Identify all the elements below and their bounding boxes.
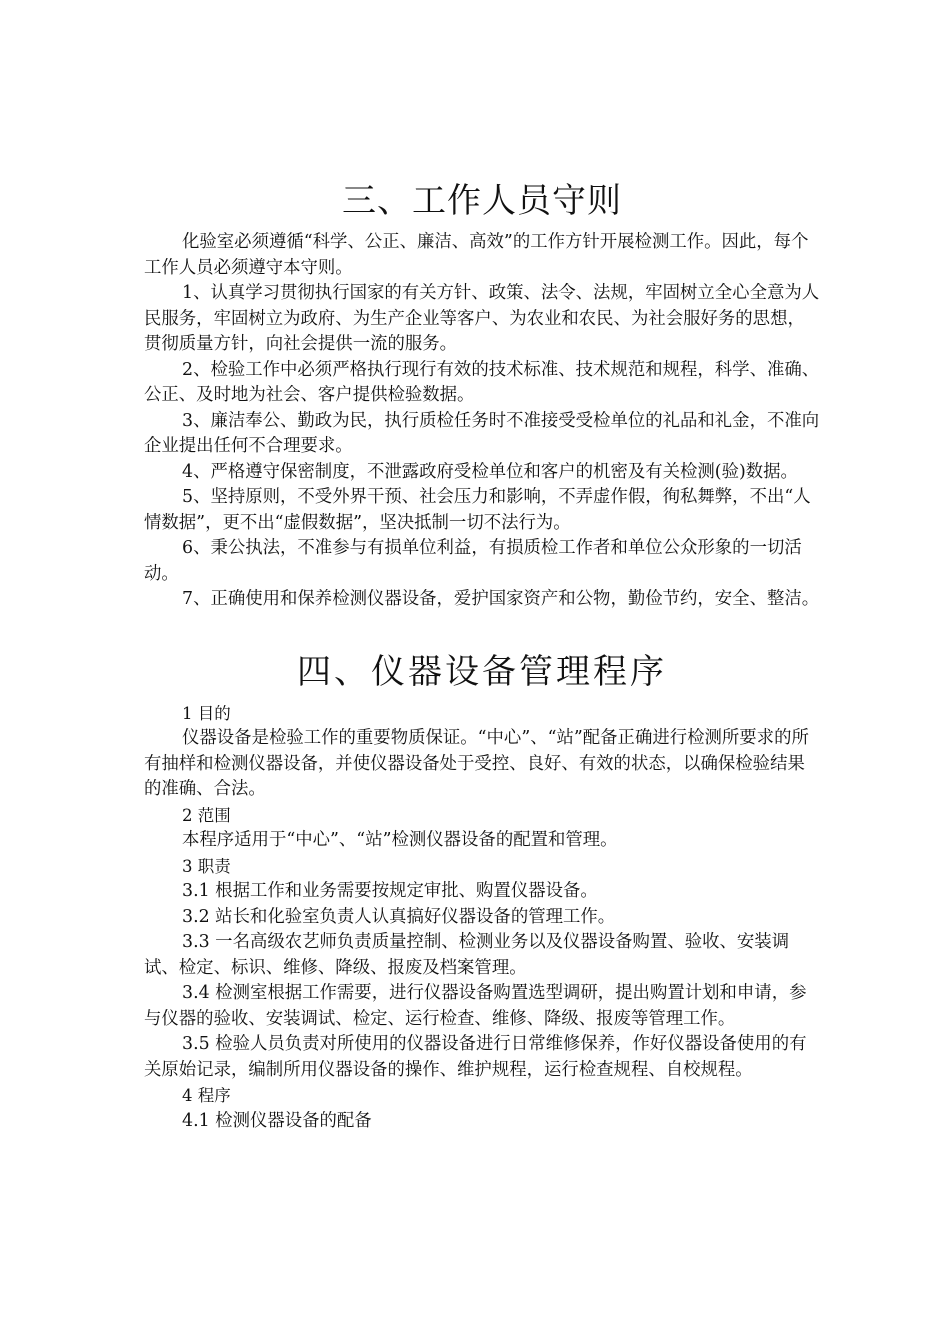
- responsibility-3-3: 3.3 一名高级农艺师负责质量控制、检测业务以及仪器设备购置、验收、安装调试、检定、标识、维修、降级、报废及档案管理。: [144, 932, 790, 978]
- section-3-intro: 化验室必须遵循“科学、公正、廉洁、高效”的工作方针开展检测工作。因此，每个工作人员必须遵守本守则。: [144, 232, 809, 278]
- rule-5: 5、坚持原则，不受外界干预、社会压力和影响，不弄虚作假，徇私舞弊，不出“人情数据”，更不出“虚假数据”，坚决抵制一切不法行为。: [144, 487, 811, 533]
- section-3-title: 三、工作人员守则: [342, 181, 622, 221]
- document-body: [144, 172, 820, 1134]
- procedure-4-1: 4.1 检测仪器设备的配备: [182, 1110, 372, 1131]
- subheading-responsibilities: 3 职责: [182, 856, 231, 876]
- subheading-scope: 2 范围: [182, 805, 231, 825]
- rule-7: 7、正确使用和保养检测仪器设备，爱护国家资产和公物，勤俭节约，安全、整洁。: [182, 589, 820, 609]
- rule-3: 3、廉洁奉公、勤政为民，执行质检任务时不准接受受检单位的礼品和礼金，不准向企业提出任何不合理要求。: [144, 410, 820, 456]
- subheading-purpose: 1 目的: [182, 703, 231, 723]
- rule-1: 1、认真学习贯彻执行国家的有关方针、政策、法令、法规，牢固树立全心全意为人民服务，牢固树立为政府、为生产企业等客户、为农业和农民、为社会服好务的思想，贯彻质量方针，向社会提供一流的服务。: [144, 283, 820, 354]
- responsibility-3-1: 3.1 根据工作和业务需要按规定审批、购置仪器设备。: [182, 881, 598, 901]
- rule-4: 4、严格遵守保密制度，不泄露政府受检单位和客户的机密及有关检测(验)数据。: [182, 461, 798, 482]
- purpose-paragraph: 仪器设备是检验工作的重要物质保证。“中心”、“站”配备正确进行检测所要求的所有抽样和检测仪器设备，并使仪器设备处于受控、良好、有效的状态，以确保检验结果的准确、合法。: [144, 728, 809, 799]
- section-4-title: 四、仪器设备管理程序: [297, 651, 667, 692]
- subheading-procedure: 4 程序: [182, 1086, 231, 1105]
- responsibility-3-2: 3.2 站长和化验室负责人认真搞好仪器设备的管理工作。: [182, 906, 616, 927]
- rule-6: 6、秉公执法，不准参与有损单位利益，有损质检工作者和单位公众形象的一切活动。: [144, 538, 802, 584]
- responsibility-3-4: 3.4 检测室根据工作需要，进行仪器设备购置选型调研，提出购置计划和申请，参与仪器的验收、安装调试、检定、运行检查、维修、降级、报废等管理工作。: [144, 983, 807, 1029]
- rule-2: 2、检验工作中必须严格执行现行有效的技术标准、技术规范和规程，科学、准确、公正、及时地为社会、客户提供检验数据。: [144, 359, 820, 405]
- scope-paragraph: 本程序适用于“中心”、“站”检测仪器设备的配置和管理。: [182, 830, 618, 850]
- responsibility-3-5: 3.5 检验人员负责对所使用的仪器设备进行日常维修保养，作好仪器设备使用的有关原始记录，编制所用仪器设备的操作、维护规程，运行检查规程、自校规程。: [144, 1034, 807, 1080]
